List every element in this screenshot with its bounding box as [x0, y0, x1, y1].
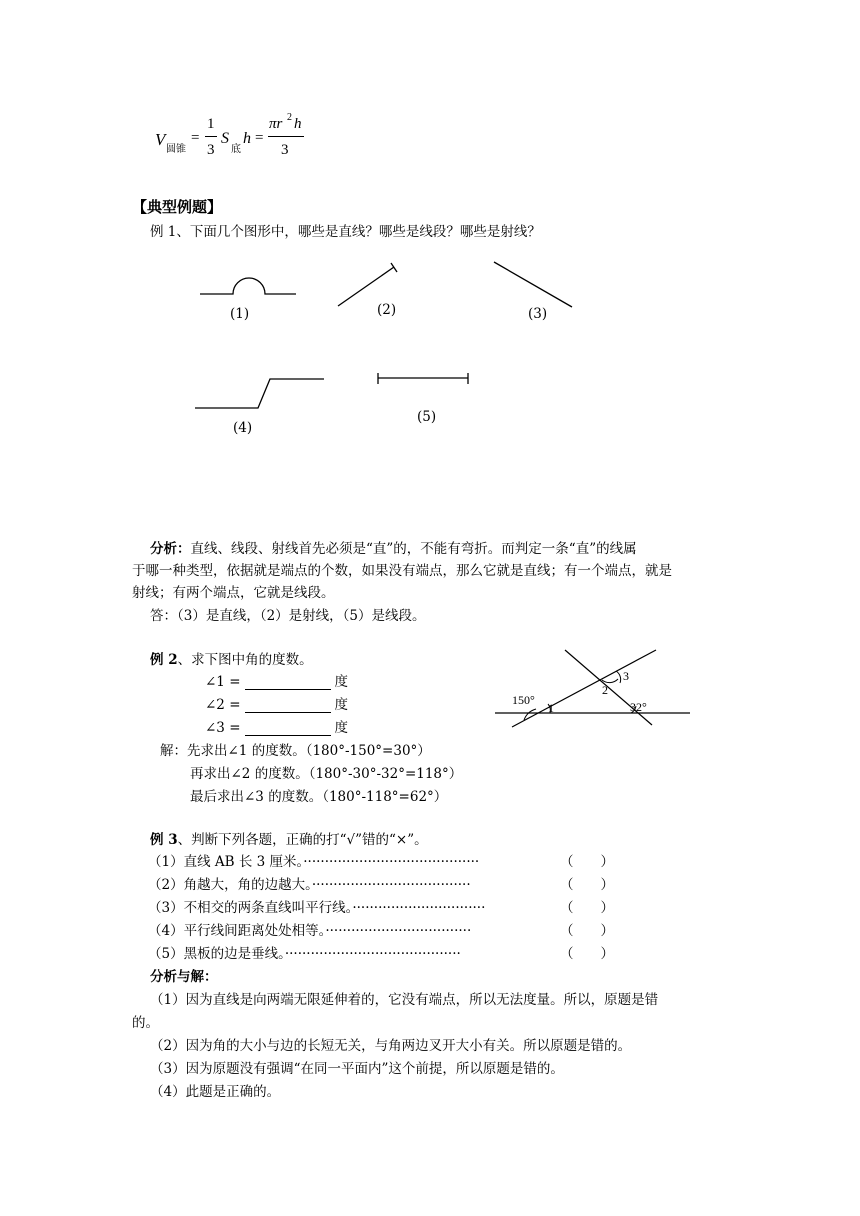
figure-1-curve-shape: [200, 278, 296, 294]
formula-h: h: [243, 130, 251, 147]
ex3-item-text: （1）直线 AB 长 3 厘米。: [148, 854, 304, 870]
ex3-analysis-heading: 分析与解：: [150, 969, 218, 985]
formula-v-subscript: 圆锥: [166, 144, 186, 155]
ex3-item-2-answer-paren[interactable]: （ ）: [560, 877, 614, 893]
ex2-label: 例 2: [150, 652, 178, 668]
ex2-angle-1-row: [205, 670, 348, 690]
ex3-answer-1-cont: 的。: [132, 1015, 159, 1031]
angle-2-blank[interactable]: [245, 698, 331, 713]
ex1-analysis-line-2: 于哪一种类型，依据就是端点的个数，如果没有端点，那么它就是直线；有一个端点，就是: [132, 563, 672, 579]
ex3-question-line: [150, 828, 428, 848]
rising-line: [512, 650, 656, 727]
angle-1-label: ∠1 =: [205, 674, 241, 690]
formula-r-superscript: 2: [287, 112, 292, 123]
ex2-solution-3: 最后求出∠3 的度数。（180°-118°=62°）: [190, 789, 448, 805]
formula-equals-1: =: [191, 130, 200, 146]
angle-32-label: 32°: [630, 700, 647, 714]
angle-150-label: 150°: [512, 693, 535, 707]
ex1-answer: 答：（3）是直线，（2）是射线，（5）是线段。: [150, 608, 426, 624]
ex3-item-1: [148, 850, 479, 870]
figure-5-segment: [378, 373, 468, 384]
ex2-solution-1: 解：先求出∠1 的度数。（180°-150°=30°）: [160, 743, 431, 759]
ex3-item-1-answer-paren[interactable]: （ ）: [560, 854, 614, 870]
ex3-item-2: [148, 873, 471, 893]
angle-1-blank[interactable]: [245, 675, 331, 690]
ex3-item-text: （3）不相交的两条直线叫平行线。: [148, 900, 353, 916]
figure-1-label: (1): [230, 306, 250, 322]
angle-1-diagram-label: 1: [548, 701, 554, 715]
ex3-label: 例 3: [150, 832, 178, 848]
ex3-answer-1: （1）因为直线是向两端无限延伸着的，它没有端点，所以无法度量。所以，原题是错: [150, 992, 659, 1008]
ex3-item-4-answer-paren[interactable]: （ ）: [560, 923, 614, 939]
section-heading: 【典型例题】: [132, 198, 223, 216]
formula-s: S: [221, 130, 229, 147]
leader-dots: ··································: [325, 923, 472, 939]
leader-dots: ·········································: [303, 854, 480, 870]
formula-h-numerator: h: [294, 116, 302, 132]
angle-1-unit: 度: [334, 674, 349, 690]
ex1-figures: [0, 0, 860, 460]
angle-3-label: ∠3 =: [205, 720, 241, 736]
ex3-item-text: （4）平行线间距离处处相等。: [148, 923, 326, 939]
formula-denominator-three-2: 3: [281, 142, 289, 158]
figure-4-label: (4): [233, 420, 253, 436]
ex3-item-3: [148, 896, 485, 916]
ex1-analysis-line-1: [150, 537, 637, 557]
angle-3-diagram-label: 3: [623, 669, 629, 683]
ex2-solution-2: 再求出∠2 的度数。（180°-30°-32°=118°）: [190, 766, 463, 782]
figure-2-label: (2): [377, 302, 397, 318]
ex1-analysis-line-3: 射线；有两个端点，它就是线段。: [132, 585, 335, 601]
figure-3-line: [494, 262, 572, 307]
ex1-analysis-text-1: 直线、线段、射线首先必须是“直”的，不能有弯折。而判定一条“直”的线属: [190, 541, 637, 557]
ex3-answer-2: （2）因为角的大小与边的长短无关，与角两边叉开大小有关。所以原题是错的。: [150, 1038, 632, 1054]
ex3-item-5-answer-paren[interactable]: （ ）: [560, 946, 614, 962]
formula-equals-2: =: [255, 130, 264, 146]
figure-5-label: (5): [417, 409, 437, 425]
angle-3-blank[interactable]: [245, 721, 331, 736]
angle-2-diagram-label: 2: [602, 683, 608, 697]
angle-2-label: ∠2 =: [205, 697, 241, 713]
figure-2-ray: [338, 263, 397, 306]
ex3-item-4: [148, 919, 471, 939]
formula-s-subscript: 底: [231, 144, 241, 155]
figure-4-broken-line: [195, 379, 324, 408]
ex2-question: 、求下图中角的度数。: [177, 652, 313, 668]
angle-2-unit: 度: [334, 697, 349, 713]
ex2-question-line: [150, 648, 313, 668]
ex3-answer-4: （4）此题是正确的。: [150, 1084, 281, 1100]
ex1-analysis-label: 分析：: [150, 541, 191, 557]
formula-pi-r: πr: [269, 116, 283, 132]
arc-3: [616, 671, 621, 683]
angle-3-unit: 度: [334, 720, 349, 736]
leader-dots: ·········································: [284, 946, 461, 962]
ex3-item-5: [148, 942, 461, 962]
formula-numerator-one: 1: [207, 116, 215, 132]
leader-dots: ·······························: [352, 900, 486, 916]
ex3-item-text: （2）角越大，角的边越大。: [148, 877, 312, 893]
ex3-item-3-answer-paren[interactable]: （ ）: [560, 900, 614, 916]
figure-3-label: (3): [528, 306, 548, 322]
formula-v: V: [155, 130, 166, 149]
ex2-angle-3-row: [205, 716, 348, 736]
ex2-angle-diagram: [490, 645, 700, 745]
ex1-question: 例 1、下面几个图形中，哪些是直线？哪些是线段？哪些是射线？: [150, 224, 541, 240]
ex2-angle-2-row: [205, 693, 348, 713]
ex3-question: 、判断下列各题，正确的打“√”错的“×”。: [177, 832, 428, 848]
formula-denominator-three: 3: [207, 142, 215, 158]
ex3-item-text: （5）黑板的边是垂线。: [148, 946, 285, 962]
ex3-answer-3: （3）因为原题没有强调“在同一平面内”这个前提，所以原题是错的。: [150, 1061, 564, 1077]
leader-dots: ·····································: [311, 877, 471, 893]
